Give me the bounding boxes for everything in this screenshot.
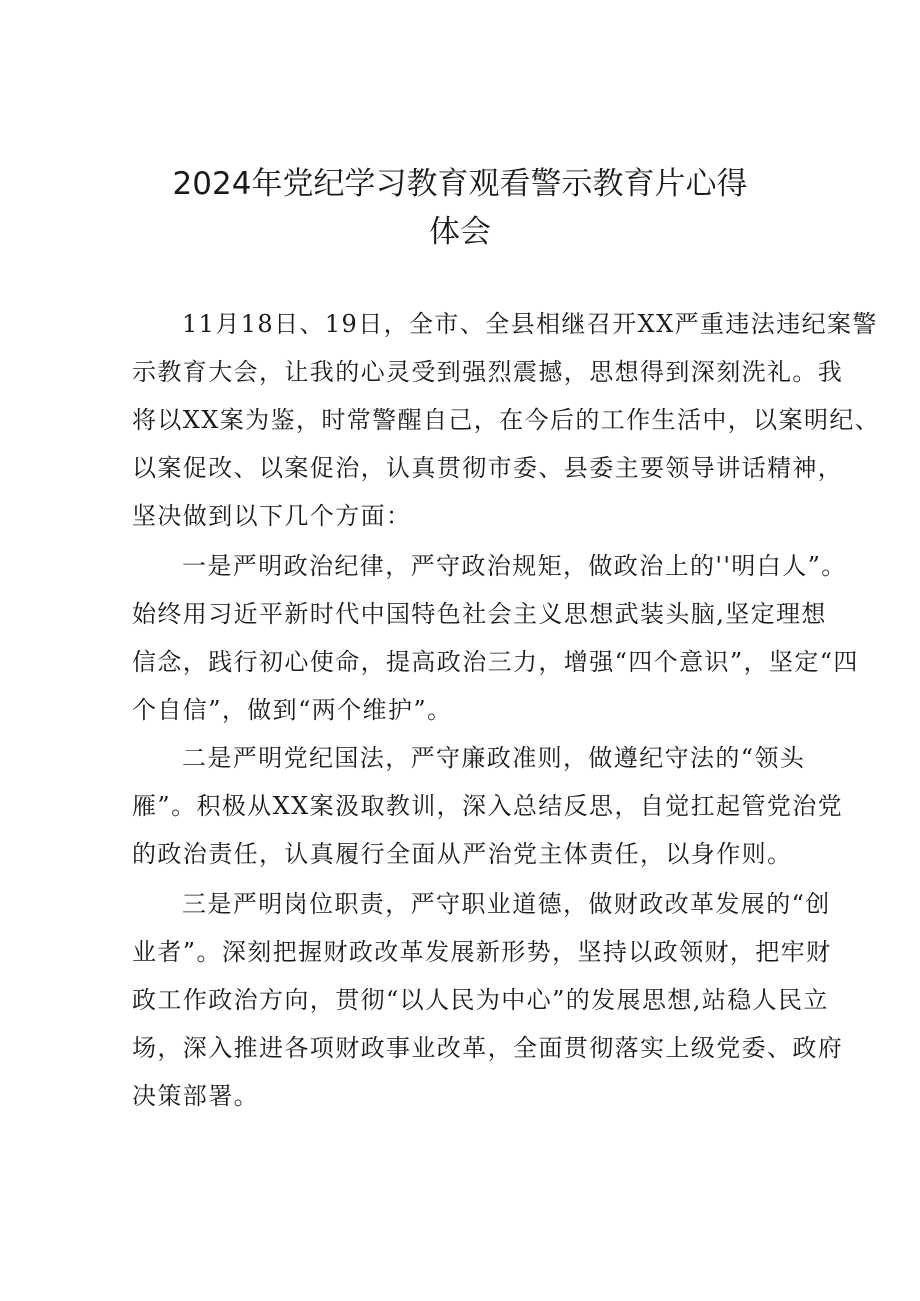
paragraph-line: 场，深入推进各项财政事业改革，全面贯彻落实上级党委、政府 — [132, 1034, 844, 1062]
paragraph-point-three — [132, 880, 843, 1120]
paragraph-line: 政工作政治方向，贯彻“以人民为中心”的发展思想,站稳人民立 — [132, 986, 829, 1014]
paragraph-point-two — [132, 734, 843, 878]
paragraph-line: 始终用习近平新时代中国特色社会主义思想武装头脑,坚定理想 — [132, 600, 827, 628]
paragraph-line: 11月18日、19日，全市、全县相继召开XX严重违法违纪案警 — [182, 310, 878, 338]
paragraph-line: 以案促改、以案促治，认真贯彻市委、县委主要领导讲话精神， — [132, 454, 844, 482]
paragraph-line: 坚决做到以下几个方面： — [132, 502, 412, 530]
paragraph-line: 一是严明政治纪律，严守政治规矩，做政治上的''明白人”。 — [182, 552, 847, 580]
title-line-2: 体会 — [429, 214, 491, 250]
paragraph-line: 个自信”，做到“两个维护”。 — [132, 696, 453, 724]
paragraph-intro — [132, 300, 880, 540]
paragraph-line: 决策部署。 — [132, 1082, 259, 1110]
paragraph-point-one — [132, 542, 859, 734]
paragraph-line: 示教育大会，让我的心灵受到强烈震撼，思想得到深刻洗礼。我 — [132, 358, 844, 386]
paragraph-line: 的政治责任，认真履行全面从严治党主体责任，以身作则。 — [132, 840, 793, 868]
paragraph-line: 三是严明岗位职责，严守职业道德，做财政改革发展的“创 — [182, 890, 831, 918]
document-title — [130, 160, 790, 256]
paragraph-line: 业者”。深刻把握财政改革发展新形势，坚持以政领财，把牢财 — [132, 938, 832, 966]
paragraph-line: 将以XX案为鉴，时常警醒自己，在今后的工作生活中，以案明纪、 — [132, 406, 881, 434]
paragraph-line: 信念，践行初心使命，提高政治三力，增强“四个意识”，坚定“四 — [132, 648, 859, 676]
paragraph-line: 雁”。积极从XX案汲取教训，深入总结反思，自觉扛起管党治党 — [132, 792, 844, 820]
title-line-1: 2024年党纪学习教育观看警示教育片心得 — [172, 166, 748, 202]
paragraph-line: 二是严明党纪国法，严守廉政准则，做遵纪守法的“领头 — [182, 744, 806, 772]
